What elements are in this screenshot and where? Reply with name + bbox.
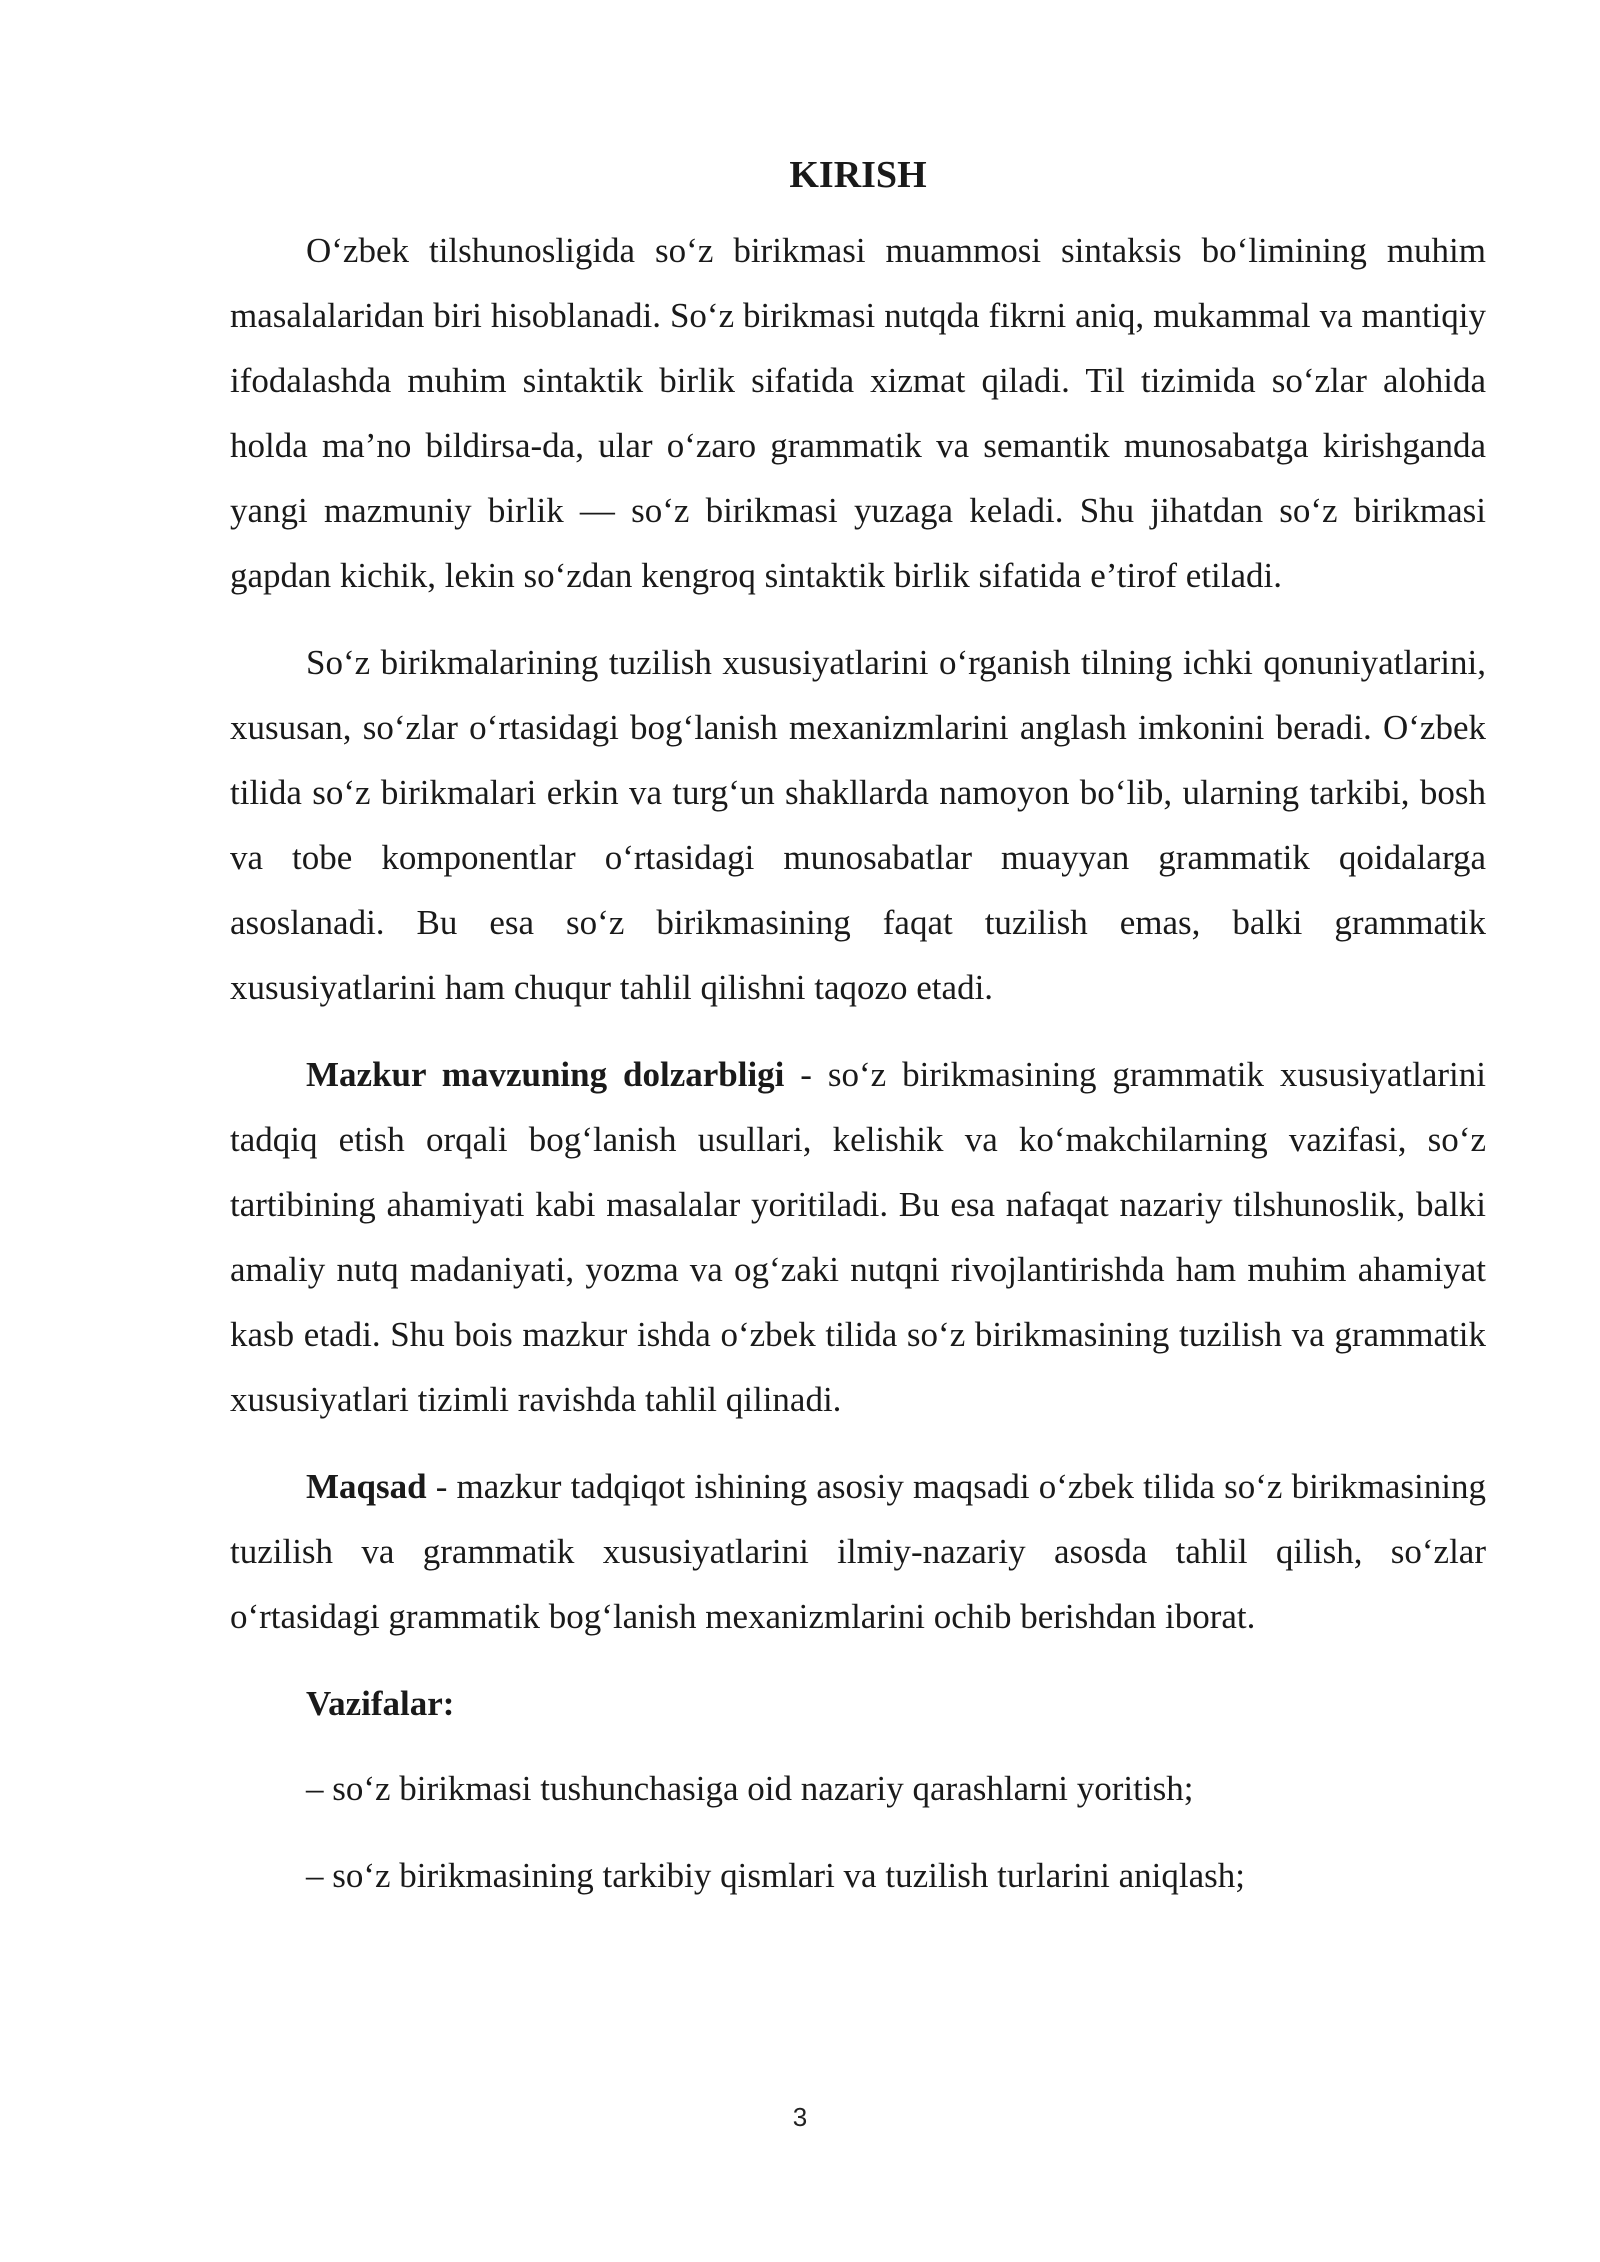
tasks-heading: Vazifalar: [306, 1684, 455, 1723]
page-title: KIRISH [789, 154, 927, 196]
relevance-text: - so‘z birikmasining grammatik xususiyatlarini tadqiq etish orqali bog‘lanish usullari, kelishik va ko‘makchilarning vazifasi, so‘z tartibining ahamiyati kabi masalalar yoritiladi. Bu esa nafaqat nazariy tilshunoslik, balki amaliy nutq madaniyati, yozma va og‘zaki nutqni rivojlantirishda ham muhim ahamiyat kasb etadi. Shu bois mazkur ishda o‘zbek tilida so‘z birikmasining tuzilish va grammatik xususiyatlari tizimli ravishda tahlil qilinadi. [230, 1055, 1486, 1419]
relevance-lead: Mazkur mavzuning dolzarbligi [306, 1055, 785, 1094]
task-item-2: – so‘z birikmasining tarkibiy qismlari va tuzilish turlarini aniqlash; [306, 1856, 1246, 1895]
goal-paragraph [230, 1454, 1486, 1649]
intro-paragraph-2: So‘z birikmalarining tuzilish xususiyatlarini o‘rganish tilning ichki qonuniyatlarini, xususan, so‘zlar o‘rtasidagi bog‘lanish mexanizmlarini anglash imkonini beradi. O‘zbek tilida so‘z birikmalari erkin va turg‘un shakllarda namoyon bo‘lib, ularning tarkibi, bosh va tobe komponentlar o‘rtasidagi munosabatlar muayyan grammatik qoidalarga asoslanadi. Bu esa so‘z birikmasining faqat tuzilish emas, balki grammatik xususiyatlarini ham chuqur tahlil qilishni taqozo etadi. [230, 643, 1486, 1007]
goal-text: - mazkur tadqiqot ishining asosiy maqsadi o‘zbek tilida so‘z birikmasining tuzilish va grammatik xususiyatlarini ilmiy-nazariy asosda tahlil qilish, so‘zlar o‘rtasidagi grammatik bog‘lanish mexanizmlarini ochib berishdan iborat. [230, 1467, 1486, 1636]
relevance-paragraph [230, 1042, 1486, 1432]
intro-paragraph-1: O‘zbek tilshunosligida so‘z birikmasi muammosi sintaksis bo‘limining muhim masalalaridan biri hisoblanadi. So‘z birikmasi nutqda fikrni aniq, mukammal va mantiqiy ifodalashda muhim sintaktik birlik sifatida xizmat qiladi. Til tizimida so‘zlar alohida holda ma’no bildirsa-da, ular o‘zaro grammatik va semantik munosabatga kirishganda yangi mazmuniy birlik — so‘z birikmasi yuzaga keladi. Shu jihatdan so‘z birikmasi gapdan kichik, lekin so‘zdan kengroq sintaktik birlik sifatida e’tirof etiladi. [230, 231, 1486, 595]
goal-lead: Maqsad [306, 1467, 427, 1506]
task-item-1: – so‘z birikmasi tushunchasiga oid nazariy qarashlarni yoritish; [306, 1769, 1194, 1808]
document-page [230, 150, 1486, 1930]
page-number: 3 [792, 2102, 808, 2132]
